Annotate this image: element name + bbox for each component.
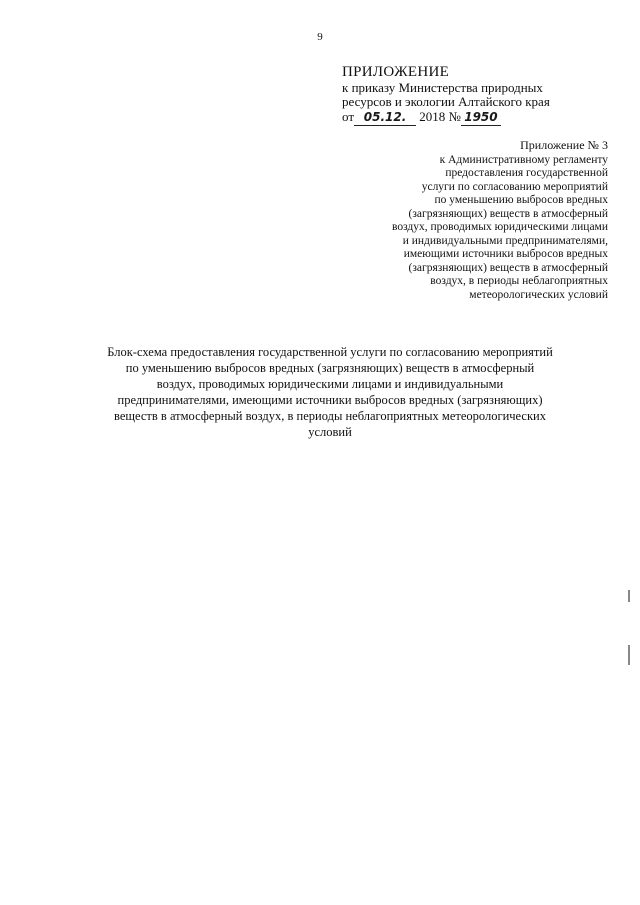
main-title-line: по уменьшению выбросов вредных (загрязняющих) веществ в атмосферный (125, 361, 535, 375)
appendix-line: воздух, проводимых юридическими лицами (391, 221, 608, 233)
appendix-line: имеющими источники выбросов вредных (403, 248, 608, 260)
order-number-handwritten: 1950 (461, 110, 501, 126)
order-line (342, 109, 602, 126)
page-number: 9 (317, 31, 323, 43)
appendix-line: и индивидуальными предпринимателями, (402, 234, 608, 247)
appendix-line: по уменьшению выбросов вредных (434, 194, 608, 206)
appendix-line: метеорологических условий (469, 288, 608, 301)
appendix-line: (загрязняющих) веществ в атмосферный (408, 207, 608, 220)
appendix-line: предоставления государственной (445, 167, 608, 179)
appendix-line: воздух, в периоды неблагоприятных (430, 275, 608, 287)
appendix-title: Приложение № 3 (520, 138, 608, 152)
main-title-line: Блок-схема предоставления государственной услуги по согласованию мероприятий (107, 345, 553, 359)
order-header (342, 63, 602, 126)
main-title-line: воздух, проводимых юридическими лицами и индивидуальными (156, 377, 504, 391)
appendix-line: к Административному регламенту (439, 153, 608, 166)
scan-edge-mark (628, 590, 630, 602)
header-line-1: к приказу Министерства природных (342, 80, 543, 95)
main-title-line: веществ в атмосферный воздух, в периоды неблагоприятных метеорологических (114, 409, 546, 423)
appendix-line: (загрязняющих) веществ в атмосферный (408, 261, 608, 274)
order-year: 2018 № (419, 109, 461, 124)
header-line-2: ресурсов и экологии Алтайского края (342, 94, 550, 109)
appendix-line: услуги по согласованию мероприятий (421, 180, 608, 193)
scan-edge-mark (628, 645, 630, 665)
main-title (80, 344, 580, 440)
appendix-block (288, 139, 608, 302)
order-date-handwritten: 05.12. (354, 110, 416, 126)
main-title-line: условий (308, 425, 352, 439)
header-title: ПРИЛОЖЕНИЕ (342, 64, 450, 80)
main-title-line: предпринимателями, имеющими источники выбросов вредных (загрязняющих) (117, 393, 543, 407)
order-prefix: от (342, 109, 355, 124)
